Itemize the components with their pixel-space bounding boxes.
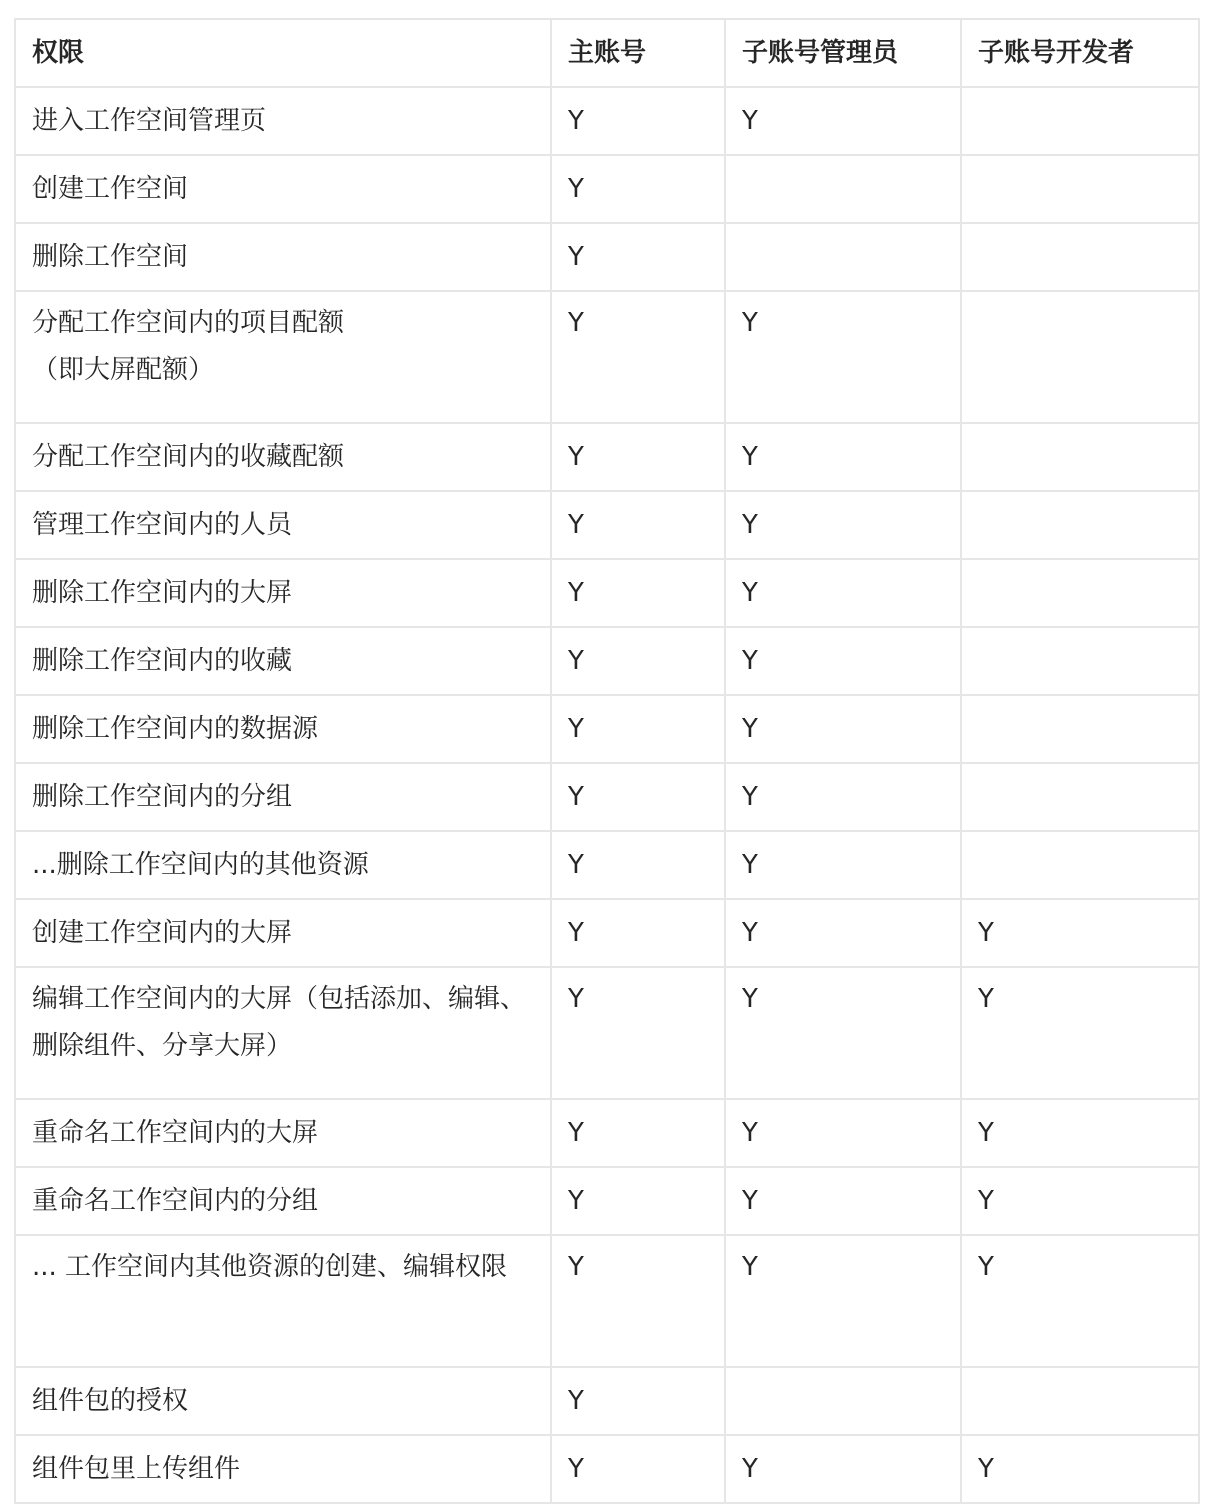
permission-cell: 删除工作空间 xyxy=(15,223,551,291)
sub-developer-cell xyxy=(961,831,1199,899)
main-account-cell: Y xyxy=(551,223,725,291)
permission-cell: 编辑工作空间内的大屏（包括添加、编辑、删除组件、分享大屏） xyxy=(15,967,551,1099)
permission-cell: 组件包里上传组件 xyxy=(15,1435,551,1503)
table-row xyxy=(15,1235,1199,1367)
permission-cell: 删除工作空间内的分组 xyxy=(15,763,551,831)
sub-admin-cell xyxy=(725,155,961,223)
table-row xyxy=(15,627,1199,695)
header-permission: 权限 xyxy=(15,19,551,87)
sub-admin-cell: Y xyxy=(725,967,961,1099)
sub-developer-cell xyxy=(961,695,1199,763)
table-row xyxy=(15,491,1199,559)
permission-cell: 创建工作空间 xyxy=(15,155,551,223)
table-row xyxy=(15,87,1199,155)
sub-admin-cell: Y xyxy=(725,1167,961,1235)
table-row xyxy=(15,1435,1199,1503)
table-row xyxy=(15,1099,1199,1167)
table-row xyxy=(15,1367,1199,1435)
sub-admin-cell: Y xyxy=(725,423,961,491)
table-row xyxy=(15,899,1199,967)
sub-admin-cell: Y xyxy=(725,491,961,559)
main-account-cell: Y xyxy=(551,1367,725,1435)
sub-developer-cell xyxy=(961,1367,1199,1435)
main-account-cell: Y xyxy=(551,559,725,627)
main-account-cell: Y xyxy=(551,291,725,423)
table-row xyxy=(15,423,1199,491)
header-sub-developer: 子账号开发者 xyxy=(961,19,1199,87)
sub-admin-cell: Y xyxy=(725,1099,961,1167)
sub-admin-cell: Y xyxy=(725,831,961,899)
sub-developer-cell xyxy=(961,291,1199,423)
permission-cell: 管理工作空间内的人员 xyxy=(15,491,551,559)
main-account-cell: Y xyxy=(551,1435,725,1503)
sub-admin-cell: Y xyxy=(725,695,961,763)
permission-cell: 删除工作空间内的大屏 xyxy=(15,559,551,627)
table-row xyxy=(15,155,1199,223)
sub-developer-cell: Y xyxy=(961,1167,1199,1235)
sub-admin-cell xyxy=(725,223,961,291)
table-row xyxy=(15,291,1199,423)
sub-developer-cell: Y xyxy=(961,1435,1199,1503)
sub-developer-cell xyxy=(961,627,1199,695)
main-account-cell: Y xyxy=(551,155,725,223)
sub-developer-cell xyxy=(961,559,1199,627)
sub-developer-cell xyxy=(961,155,1199,223)
table-row xyxy=(15,763,1199,831)
sub-admin-cell: Y xyxy=(725,1235,961,1367)
sub-admin-cell: Y xyxy=(725,291,961,423)
main-account-cell: Y xyxy=(551,1235,725,1367)
main-account-cell: Y xyxy=(551,763,725,831)
permission-cell: 删除工作空间内的数据源 xyxy=(15,695,551,763)
sub-admin-cell: Y xyxy=(725,763,961,831)
sub-developer-cell: Y xyxy=(961,899,1199,967)
permission-cell: 进入工作空间管理页 xyxy=(15,87,551,155)
main-account-cell: Y xyxy=(551,695,725,763)
permission-cell: 分配工作空间内的收藏配额 xyxy=(15,423,551,491)
sub-developer-cell xyxy=(961,763,1199,831)
sub-developer-cell: Y xyxy=(961,1235,1199,1367)
header-main-account: 主账号 xyxy=(551,19,725,87)
permission-cell: 重命名工作空间内的分组 xyxy=(15,1167,551,1235)
main-account-cell: Y xyxy=(551,491,725,559)
table-row xyxy=(15,559,1199,627)
table-header-row xyxy=(15,19,1199,87)
main-account-cell: Y xyxy=(551,627,725,695)
sub-admin-cell: Y xyxy=(725,87,961,155)
permission-cell: ...删除工作空间内的其他资源 xyxy=(15,831,551,899)
main-account-cell: Y xyxy=(551,423,725,491)
main-account-cell: Y xyxy=(551,87,725,155)
permission-cell: 删除工作空间内的收藏 xyxy=(15,627,551,695)
sub-developer-cell: Y xyxy=(961,1099,1199,1167)
table-row xyxy=(15,1167,1199,1235)
permission-cell: ... 工作空间内其他资源的创建、编辑权限 xyxy=(15,1235,551,1367)
permission-cell: 分配工作空间内的项目配额 （即大屏配额） xyxy=(15,291,551,423)
sub-admin-cell xyxy=(725,1367,961,1435)
sub-admin-cell: Y xyxy=(725,627,961,695)
header-sub-admin: 子账号管理员 xyxy=(725,19,961,87)
main-account-cell: Y xyxy=(551,967,725,1099)
table-row xyxy=(15,967,1199,1099)
table-row xyxy=(15,223,1199,291)
permissions-table xyxy=(14,18,1200,1504)
table-row xyxy=(15,695,1199,763)
permission-cell: 重命名工作空间内的大屏 xyxy=(15,1099,551,1167)
sub-admin-cell: Y xyxy=(725,559,961,627)
table-row xyxy=(15,831,1199,899)
sub-developer-cell xyxy=(961,223,1199,291)
sub-developer-cell xyxy=(961,491,1199,559)
main-account-cell: Y xyxy=(551,899,725,967)
permission-cell: 组件包的授权 xyxy=(15,1367,551,1435)
permission-cell: 创建工作空间内的大屏 xyxy=(15,899,551,967)
sub-developer-cell xyxy=(961,87,1199,155)
main-account-cell: Y xyxy=(551,831,725,899)
sub-developer-cell xyxy=(961,423,1199,491)
sub-developer-cell: Y xyxy=(961,967,1199,1099)
main-account-cell: Y xyxy=(551,1099,725,1167)
main-account-cell: Y xyxy=(551,1167,725,1235)
sub-admin-cell: Y xyxy=(725,899,961,967)
sub-admin-cell: Y xyxy=(725,1435,961,1503)
